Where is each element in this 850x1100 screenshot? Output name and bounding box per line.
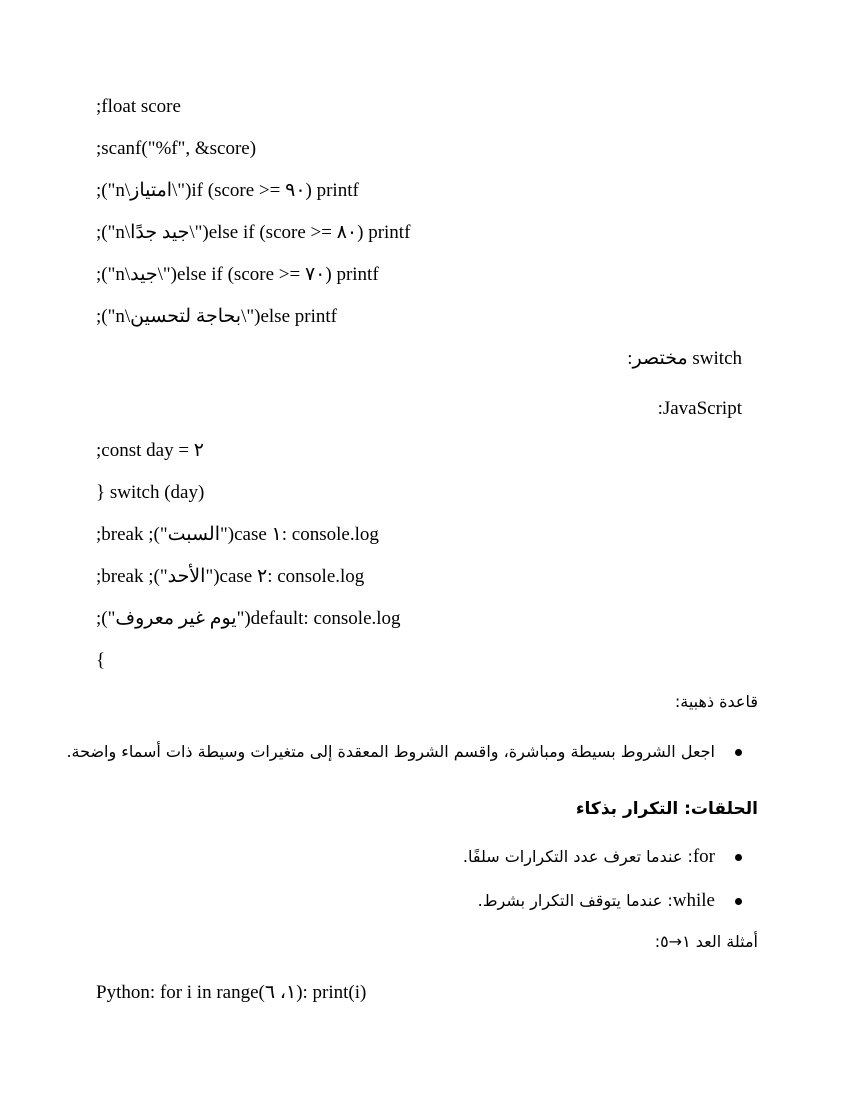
code-line-js-4: ;break ;("الأحد")case ٢: console.log — [96, 566, 365, 587]
bullet-icon — [735, 749, 742, 756]
examples-label: أمثلة العد ١→٥: — [654, 932, 758, 951]
code-line-c-1: ;float score — [96, 96, 181, 117]
code-line-js-2: } switch (day) — [96, 482, 205, 503]
bullet-icon — [735, 854, 742, 861]
code-line-c-2: ;scanf("%f", &score) — [96, 138, 257, 159]
code-line-js-5: ;("يوم غير معروف")default: console.log — [96, 608, 401, 629]
golden-rule-title: قاعدة ذهبية: — [674, 692, 758, 711]
loop-text-for: : عندما تعرف عدد التكرارات سلفًا. — [462, 847, 693, 866]
code-line-c-4: ;("n\جيد جدًا\")else if (score >= ٨٠) printf — [96, 222, 411, 243]
javascript-label: :JavaScript — [657, 398, 742, 419]
bullet-icon — [735, 898, 742, 905]
golden-rule-bullet — [66, 740, 742, 764]
code-line-c-6: ;("n\بحاجة لتحسين\")else printf — [96, 306, 337, 327]
code-line-c-3: ;("n\امتياز\")if (score >= ٩٠) printf — [96, 180, 359, 201]
code-line-js-6: { — [96, 650, 106, 671]
loop-text-while: : عندما يتوقف التكرار بشرط. — [477, 891, 673, 910]
loop-keyword-for: for — [692, 846, 715, 867]
loops-heading: الحلقات: التكرار بذكاء — [575, 799, 758, 819]
code-line-c-5: ;("n\جيد\")else if (score >= ٧٠) printf — [96, 264, 379, 285]
loop-keyword-while: while — [672, 890, 715, 911]
python-code-line: Python: for i in range(١، ٦): print(i) — [96, 982, 367, 1003]
switch-label: switch مختصر: — [627, 348, 742, 369]
loop-item-while — [478, 889, 742, 913]
golden-rule-text: اجعل الشروط بسيطة ومباشرة، واقسم الشروط المعقدة إلى متغيرات وسيطة ذات أسماء واضحة. — [66, 742, 715, 761]
code-line-js-3: ;break ;("السبت")case ١: console.log — [96, 524, 379, 545]
loop-item-for — [463, 845, 742, 869]
code-line-js-1: ;const day = ٢ — [96, 440, 205, 461]
